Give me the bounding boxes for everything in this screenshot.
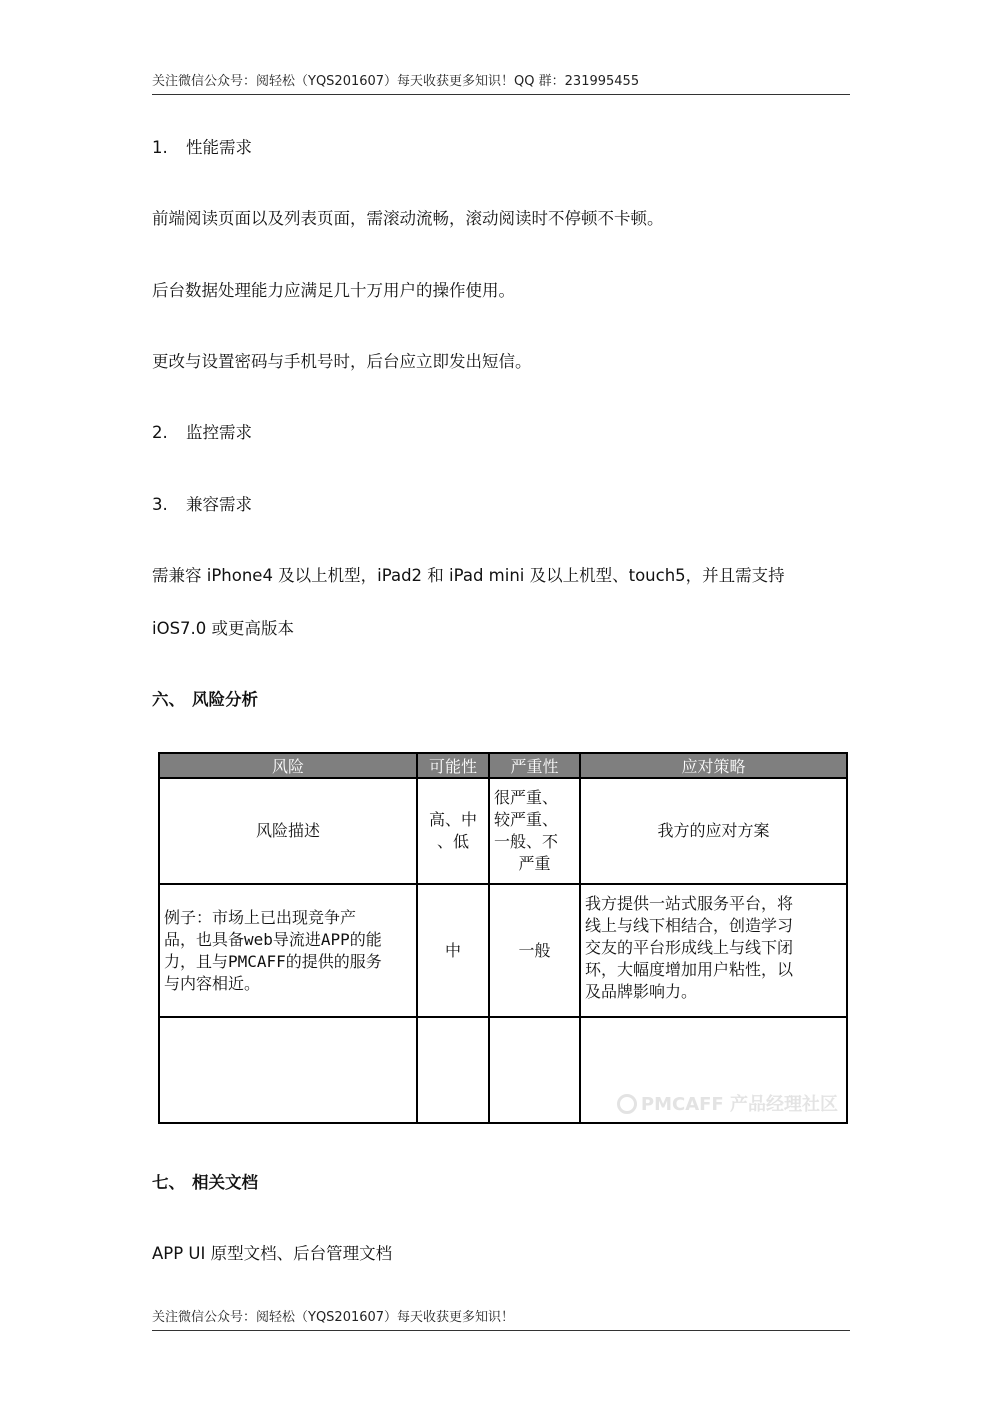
cell-line: 环，大幅度增加用户粘性，以 (585, 960, 794, 979)
heading-title: 监控需求 (186, 423, 252, 442)
table-cell (489, 778, 580, 884)
table-header-cell: 风险 (159, 753, 417, 778)
table-header-row (159, 753, 847, 778)
cell-line: 较严重、 (494, 810, 559, 829)
table-cell: 我方的应对方案 (580, 778, 847, 884)
cell-line: 线上与线下相结合，创造学习 (585, 916, 794, 935)
cell-line: 及品牌影响力。 (585, 982, 698, 1001)
table-cell (580, 1017, 847, 1123)
paragraph: 后台数据处理能力应满足几十万用户的操作使用。 (152, 281, 515, 300)
table-cell (417, 778, 489, 884)
heading-number: 七、 (152, 1173, 185, 1192)
heading-number: 3. (152, 495, 168, 514)
cell-line: 交友的平台形成线上与线下闭 (585, 938, 794, 957)
watermark-text: PMCAFF 产品经理社区 (640, 1094, 838, 1115)
heading-title: 风险分析 (192, 690, 258, 709)
table-row (159, 778, 847, 884)
watermark (617, 1094, 838, 1116)
table-row (159, 1017, 847, 1123)
heading-number: 2. (152, 423, 168, 442)
paragraph: 前端阅读页面以及列表页面，需滚动流畅，滚动阅读时不停顿不卡顿。 (152, 209, 664, 228)
paragraph: APP UI 原型文档、后台管理文档 (152, 1244, 393, 1263)
watermark-logo-icon (617, 1094, 637, 1114)
table-header-cell: 应对策略 (580, 753, 847, 778)
cell-line: 一般、不 (494, 832, 559, 851)
table-cell: 中 (417, 884, 489, 1017)
risk-table (158, 752, 848, 1124)
heading-title: 兼容需求 (186, 495, 252, 514)
heading-title: 相关文档 (192, 1173, 258, 1192)
heading-compatibility (152, 494, 252, 516)
cell-line: 高、中 (428, 810, 477, 829)
cell-line: 与内容相近。 (164, 973, 261, 993)
cell-line: 力，且与PMCAFF的提供的服务 (164, 951, 382, 971)
table-header-cell: 可能性 (417, 753, 489, 778)
table-cell (417, 1017, 489, 1123)
table-row (159, 884, 847, 1017)
table-cell (159, 1017, 417, 1123)
heading-risk-analysis (152, 689, 258, 711)
cell-line: 例子：市场上已出现竞争产 (164, 907, 357, 927)
table-cell (489, 1017, 580, 1123)
cell-line: 品，也具备web导流进APP的能 (164, 929, 382, 949)
table-cell (580, 884, 847, 1017)
heading-number: 1. (152, 138, 168, 157)
heading-related-docs (152, 1172, 258, 1194)
paragraph: iOS7.0 或更高版本 (152, 619, 295, 638)
cell-line: 严重 (518, 854, 551, 873)
table-cell: 一般 (489, 884, 580, 1017)
heading-title: 性能需求 (186, 138, 252, 157)
paragraph: 需兼容 iPhone4 及以上机型，iPad2 和 iPad mini 及以上机型、touch5，并且需支持 (152, 566, 785, 585)
heading-performance (152, 137, 252, 159)
cell-line: 我方提供一站式服务平台，将 (585, 894, 794, 913)
cell-line: 很严重、 (494, 788, 559, 807)
table-cell: 风险描述 (159, 778, 417, 884)
page-header: 关注微信公众号：阅轻松（YQS201607）每天收获更多知识！QQ 群：231995455 (152, 72, 850, 95)
table-header-cell: 严重性 (489, 753, 580, 778)
cell-line: 、低 (436, 832, 469, 851)
heading-number: 六、 (152, 690, 185, 709)
page-footer: 关注微信公众号：阅轻松（YQS201607）每天收获更多知识！ (152, 1308, 850, 1331)
paragraph: 更改与设置密码与手机号时，后台应立即发出短信。 (152, 352, 532, 371)
heading-monitoring (152, 422, 252, 444)
table-cell (159, 884, 417, 1017)
